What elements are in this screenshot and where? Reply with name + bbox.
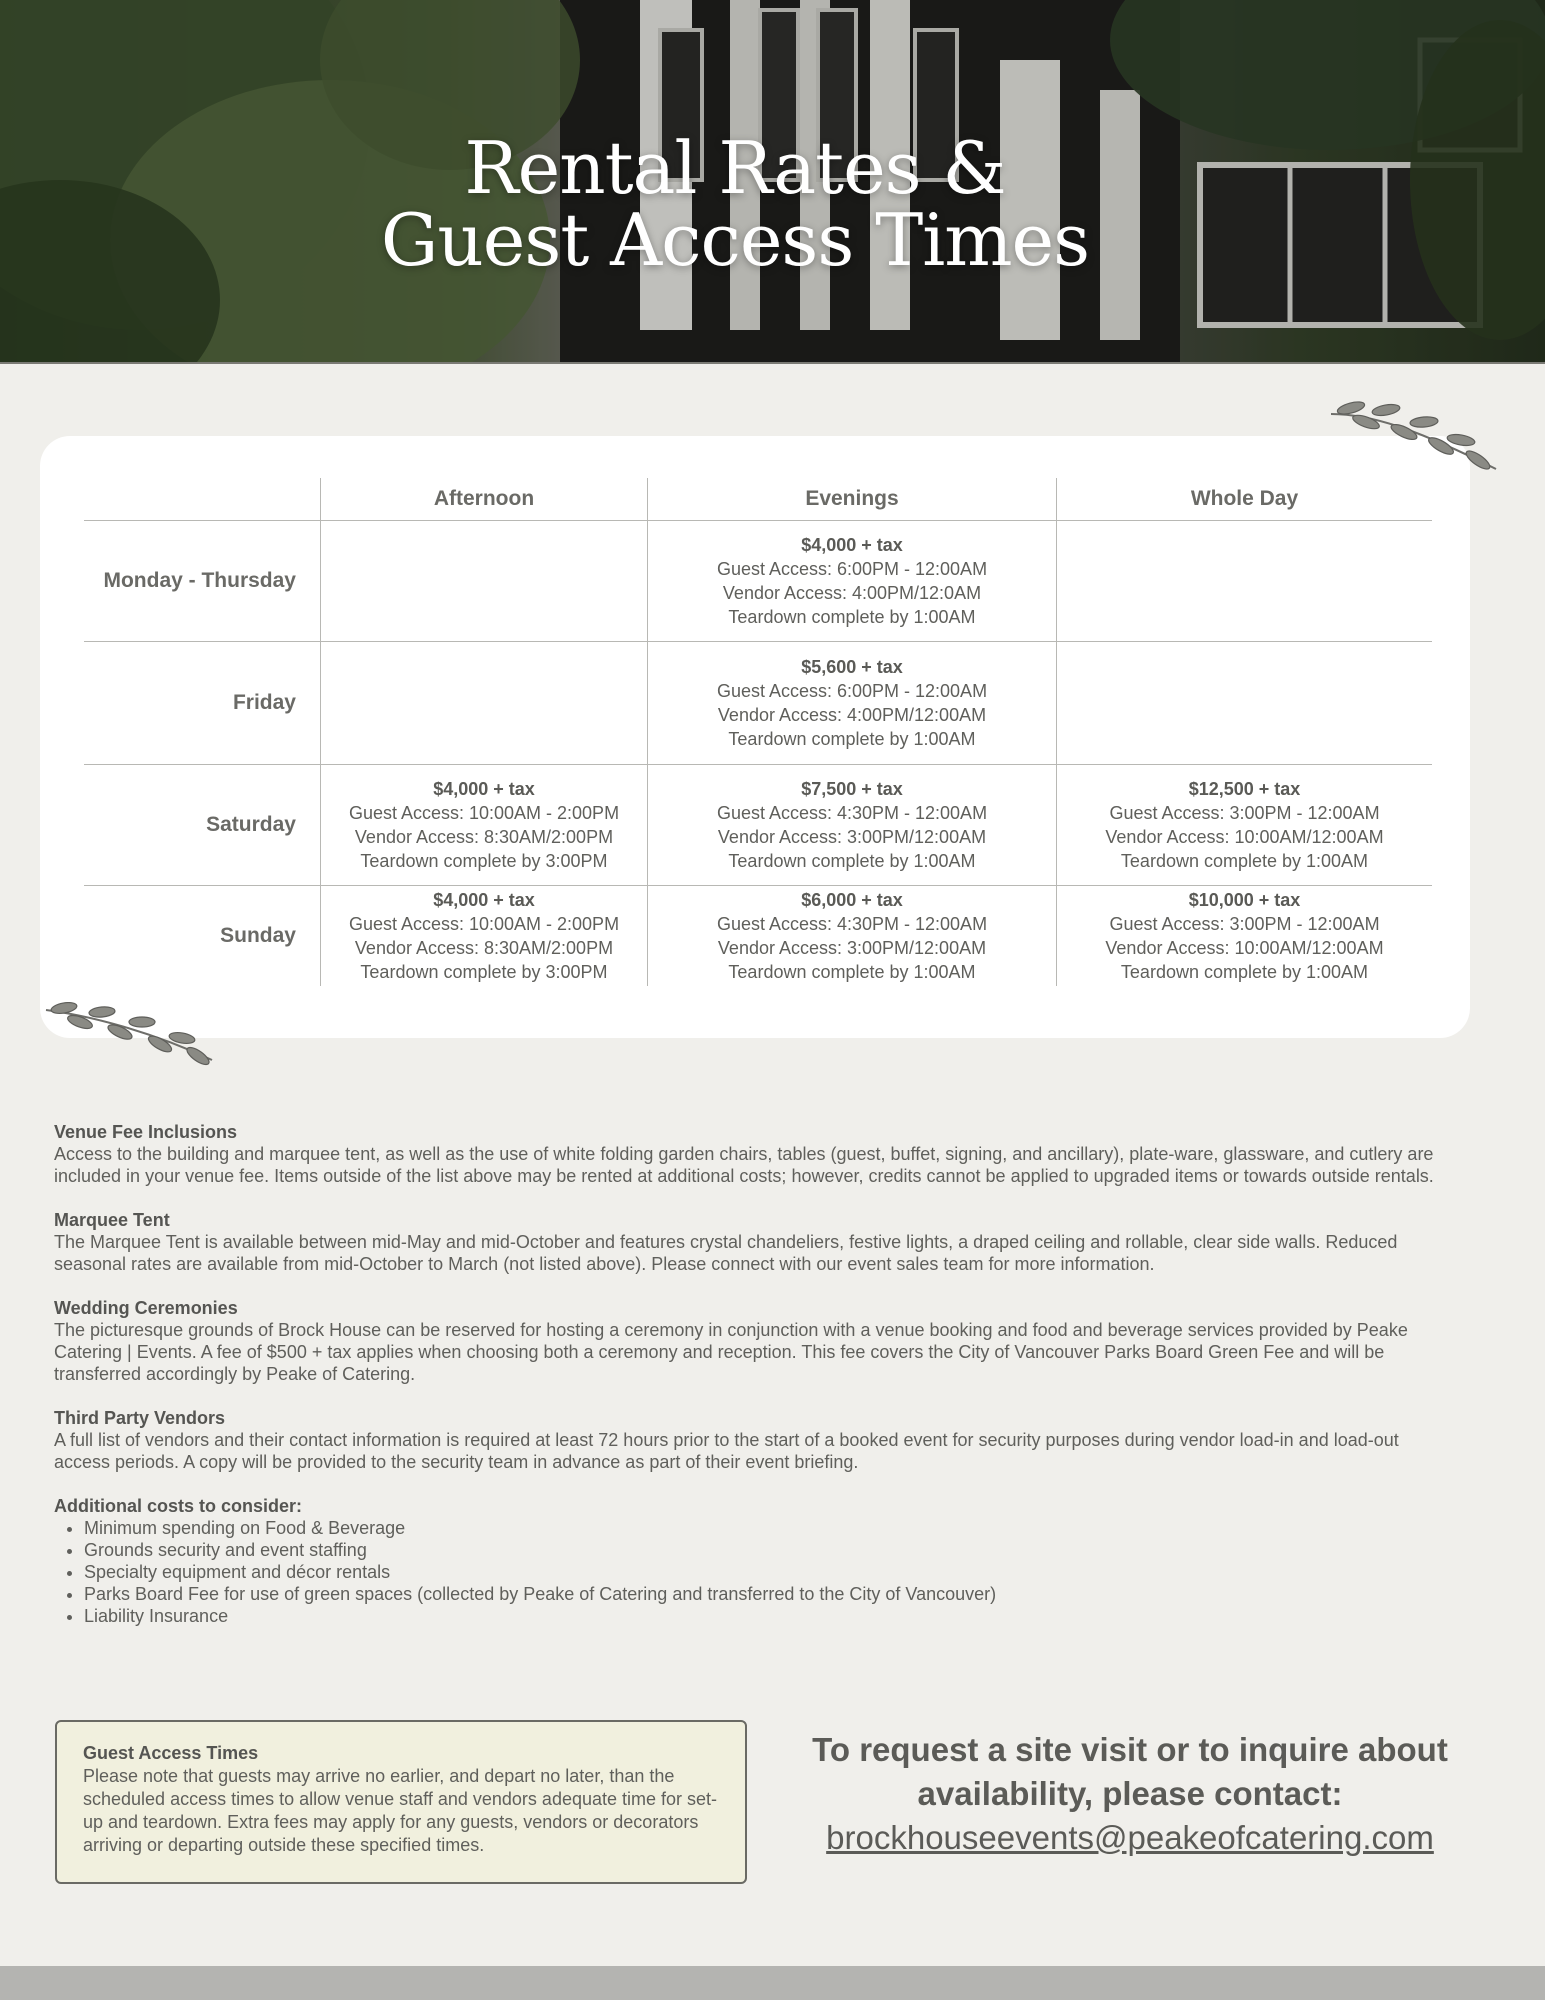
section-body: Access to the building and marquee tent, as well as the use of white folding garden chairs, tables (guest, buffet, signing, and ancillary), plate-ware, glassware, and cutlery are included in your venue fee. Items outside of the list above may be rented at additional costs; however, credits cannot be applied to upgraded items or towards outside rentals. <box>54 1144 1434 1186</box>
rate-cell-whole-day <box>1057 642 1433 765</box>
table-row <box>84 765 1432 886</box>
rates-table <box>84 478 1432 986</box>
rate-line: Guest Access: 10:00AM - 2:00PM <box>348 803 620 823</box>
rate-line: Vendor Access: 4:00PM/12:00AM <box>717 705 987 725</box>
rate-line: Vendor Access: 3:00PM/12:00AM <box>717 827 987 847</box>
rate-line: Vendor Access: 8:30AM/2:00PM <box>354 938 614 958</box>
venue-notes <box>54 1121 1434 1649</box>
table-row <box>84 642 1432 765</box>
column-header-whole-day: Whole Day <box>1057 478 1433 521</box>
rate-price: $6,000 + tax <box>801 890 903 910</box>
section-body: A full list of vendors and their contact information is required at least 72 hours prior to the start of a booked event for security purposes during vendor load-in and load-out access periods. A copy will be provided to the security team in advance as part of their event briefing. <box>54 1430 1399 1472</box>
rate-cell-evenings <box>648 521 1057 642</box>
rate-line: Guest Access: 6:00PM - 12:00AM <box>716 559 988 579</box>
section-wedding-ceremonies <box>54 1297 1434 1385</box>
rates-table-header <box>84 478 1432 521</box>
rate-line: Teardown complete by 1:00AM <box>728 851 976 871</box>
day-label: Saturday <box>84 765 321 886</box>
page-title-line1: Rental Rates & <box>464 126 1006 210</box>
section-heading: Venue Fee Inclusions <box>54 1122 238 1142</box>
rate-line: Teardown complete by 3:00PM <box>360 851 608 871</box>
notice-heading: Guest Access Times <box>83 1743 259 1763</box>
rate-cell-whole-day <box>1057 886 1433 987</box>
additional-costs-list <box>54 1517 1434 1627</box>
table-row <box>84 521 1432 642</box>
section-body: The picturesque grounds of Brock House can be reserved for hosting a ceremony in conjunction with a venue booking and food and beverage services provided by Peake Catering | Events. A fee of $500 + tax applies when choosing both a ceremony and reception. This fee covers the City of Vancouver Parks Board Green Fee and will be transferred accordingly by Peake of Catering. <box>54 1320 1408 1384</box>
rate-cell-afternoon <box>321 886 648 987</box>
rate-line: Teardown complete by 1:00AM <box>728 729 976 749</box>
leaf-sprig-icon <box>42 1002 217 1066</box>
rate-price: $12,500 + tax <box>1188 779 1301 799</box>
rate-line: Vendor Access: 3:00PM/12:00AM <box>717 938 987 958</box>
page-title <box>0 126 1470 282</box>
rate-line: Vendor Access: 10:00AM/12:00AM <box>1105 938 1384 958</box>
contact-email-link[interactable]: brockhouseevents@peakeofcatering.com <box>826 1819 1434 1856</box>
section-heading: Marquee Tent <box>54 1210 170 1230</box>
rate-line: Vendor Access: 8:30AM/2:00PM <box>354 827 614 847</box>
leaf-sprig-icon <box>1326 394 1501 474</box>
rate-price: $5,600 + tax <box>801 657 903 677</box>
rate-line: Teardown complete by 3:00PM <box>360 962 608 982</box>
rate-cell-afternoon <box>321 642 648 765</box>
section-heading: Third Party Vendors <box>54 1408 226 1428</box>
section-third-party-vendors <box>54 1407 1434 1473</box>
rate-price: $4,000 + tax <box>433 890 535 910</box>
rate-cell-whole-day <box>1057 521 1433 642</box>
rate-line: Guest Access: 3:00PM - 12:00AM <box>1109 803 1380 823</box>
rate-line: Guest Access: 4:30PM - 12:00AM <box>716 914 988 934</box>
rate-line: Teardown complete by 1:00AM <box>728 607 976 627</box>
list-item: • Minimum spending on Food & Beverage <box>84 1517 1434 1539</box>
section-heading: Wedding Ceremonies <box>54 1298 238 1318</box>
rate-price: $7,500 + tax <box>801 779 903 799</box>
rate-cell-whole-day <box>1057 765 1433 886</box>
rate-line: Guest Access: 6:00PM - 12:00AM <box>716 681 988 701</box>
rate-line: Teardown complete by 1:00AM <box>1120 851 1369 871</box>
section-additional-costs <box>54 1495 1434 1627</box>
column-header-evenings: Evenings <box>648 478 1057 521</box>
list-item: • Specialty equipment and décor rentals <box>84 1561 1434 1583</box>
rate-cell-evenings <box>648 765 1057 886</box>
contact-line: availability, please contact: <box>917 1775 1343 1812</box>
notice-body: Please note that guests may arrive no earlier, and depart no later, than the scheduled access times to allow venue staff and vendors adequate time for set-up and teardown. Extra fees may apply for any guests, vendors or decorators arriving or departing outside these specified times. <box>83 1766 718 1855</box>
section-heading: Additional costs to consider: <box>54 1496 303 1516</box>
rate-line: Guest Access: 4:30PM - 12:00AM <box>716 803 988 823</box>
section-venue-fee <box>54 1121 1434 1187</box>
column-header-afternoon: Afternoon <box>321 478 648 521</box>
rate-cell-evenings <box>648 642 1057 765</box>
rate-cell-evenings <box>648 886 1057 987</box>
contact-line: To request a site visit or to inquire about <box>812 1731 1448 1768</box>
day-label: Friday <box>84 642 321 765</box>
rate-price: $4,000 + tax <box>433 779 535 799</box>
rate-price: $10,000 + tax <box>1188 890 1301 910</box>
rate-line: Teardown complete by 1:00AM <box>1120 962 1369 982</box>
list-item: • Liability Insurance <box>84 1605 1434 1627</box>
rate-cell-afternoon <box>321 765 648 886</box>
rate-line: Guest Access: 3:00PM - 12:00AM <box>1109 914 1380 934</box>
list-item: • Parks Board Fee for use of green spaces (collected by Peake of Catering and transferred to the City of Vancouver) <box>84 1583 1434 1605</box>
rate-price: $4,000 + tax <box>801 535 903 555</box>
table-row <box>84 886 1432 987</box>
list-item: • Grounds security and event staffing <box>84 1539 1434 1561</box>
rate-line: Vendor Access: 4:00PM/12:0AM <box>722 583 982 603</box>
rate-line: Teardown complete by 1:00AM <box>728 962 976 982</box>
contact-block <box>790 1728 1470 1860</box>
hero-banner <box>0 0 1545 364</box>
page-title-line2: Guest Access Times <box>380 198 1090 282</box>
day-label: Sunday <box>220 924 296 947</box>
rate-cell-afternoon <box>321 521 648 642</box>
section-marquee-tent <box>54 1209 1434 1275</box>
corner-cell <box>84 478 321 521</box>
rate-line: Guest Access: 10:00AM - 2:00PM <box>348 914 620 934</box>
section-body: The Marquee Tent is available between mid-May and mid-October and features crystal chandeliers, festive lights, a draped ceiling and rollable, clear side walls. Reduced seasonal rates are available from mid-October to March (not listed above). Please connect with our event sales team for more information. <box>54 1232 1398 1274</box>
footer-bar <box>0 1966 1545 2000</box>
rate-line: Vendor Access: 10:00AM/12:00AM <box>1105 827 1384 847</box>
day-label: Monday - Thursday <box>84 521 321 642</box>
guest-access-notice <box>55 1720 747 1884</box>
